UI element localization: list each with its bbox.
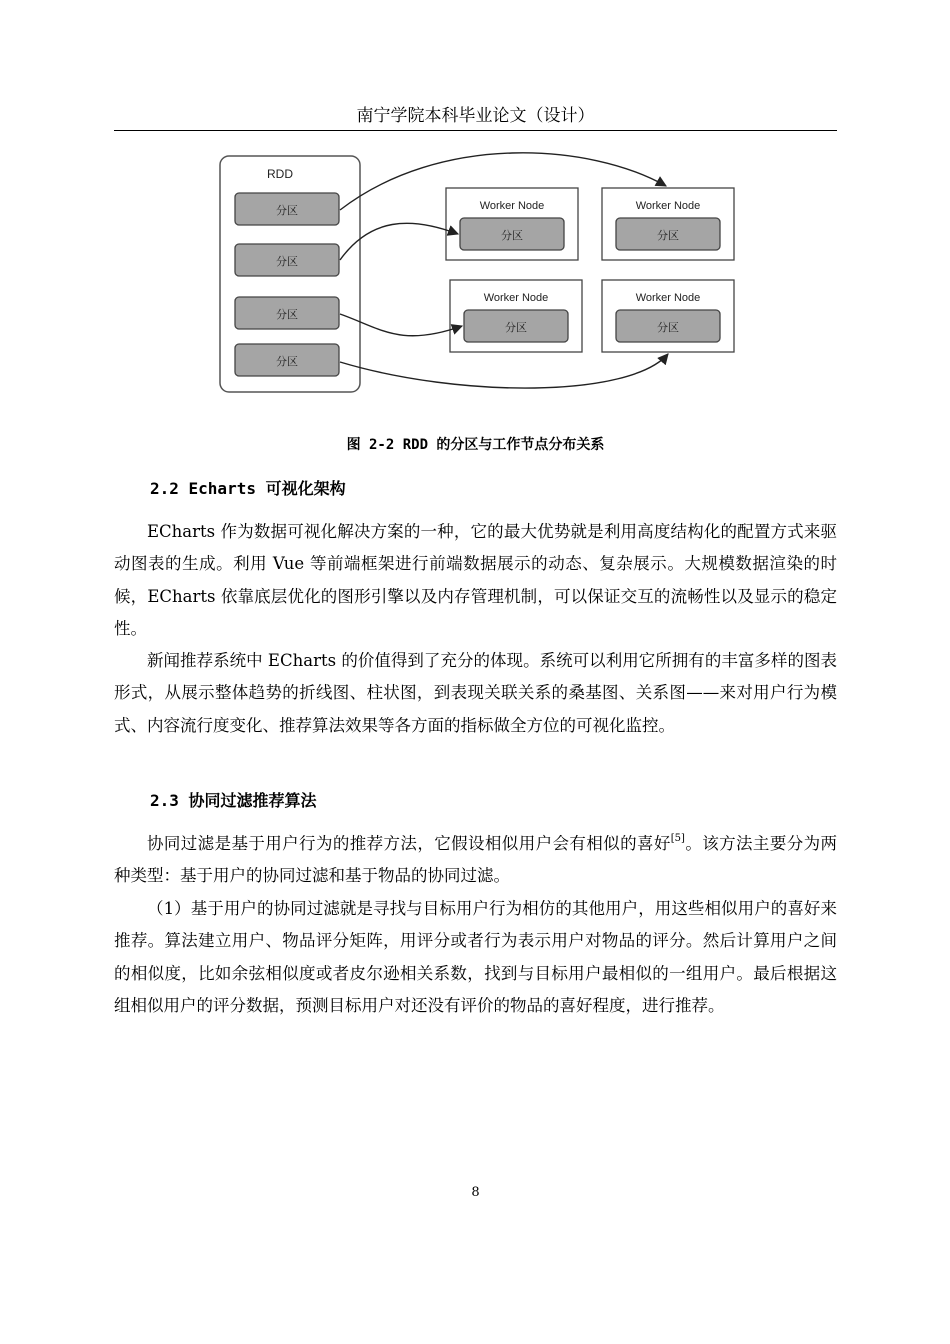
worker-node-3-label: Worker Node (483, 292, 549, 304)
arrow-partition-4-to-node-4 (340, 354, 668, 388)
worker-node-3-partition-label: 分区 (505, 322, 527, 334)
worker-node-2-partition-label: 分区 (657, 230, 679, 242)
rdd-partition-diagram (210, 148, 750, 400)
figure-caption: 图 2-2 RDD 的分区与工作节点分布关系 (346, 437, 605, 453)
paragraph-user-based-cf: （1）基于用户的协同过滤就是寻找与目标用户行为相仿的其他用户，用这些相似用户的喜好来推荐。算法建立用户、物品评分矩阵，用评分或者行为表示用户对物品的评分。然后计算用户之间的相似度，比如余弦相似度或者皮尔逊相关系数，找到与目标用户最相似的一组用户。最后根据这组相似用户的评分数据，预测目标用户对还没有评价的物品的喜好程度，进行推荐。 (114, 899, 837, 1015)
page-number: 8 (471, 1185, 480, 1200)
worker-node-2-label: Worker Node (635, 200, 701, 212)
rdd-partition-4-label: 分区 (276, 356, 298, 368)
paragraph-cf-intro (114, 828, 837, 893)
rdd-partition-1-label: 分区 (276, 205, 298, 217)
paragraph-echarts-intro: ECharts 作为数据可视化解决方案的一种，它的最大优势就是利用高度结构化的配置方式来驱动图表的生成。利用 Vue 等前端框架进行前端数据展示的动态、复杂展示。大规模数据渲染的时候，ECharts 依靠底层优化的图形引擎以及内存管理机制，可以保证交互的流畅性以及显示的稳定性。 (114, 522, 837, 638)
section-heading-2-3: 2.3 协同过滤推荐算法 (150, 791, 317, 810)
paragraph-cf-intro-rest: 。该方法主要分为两种类型：基于用户的协同过滤和基于物品的协同过滤。 (114, 834, 838, 886)
rdd-partition-2-label: 分区 (276, 256, 298, 268)
rdd-label: RDD (267, 167, 293, 181)
diagram-svg (210, 148, 750, 400)
worker-node-4-partition-label: 分区 (657, 322, 679, 334)
worker-node-1-label: Worker Node (479, 200, 545, 212)
section-heading-2-2: 2.2 Echarts 可视化架构 (150, 479, 346, 498)
citation-ref-5[interactable]: [5] (670, 833, 685, 844)
worker-node-1-partition-label: 分区 (501, 230, 523, 242)
worker-node-4-label: Worker Node (635, 292, 701, 304)
paragraph-cf-intro-main: 协同过滤是基于用户行为的推荐方法，它假设相似用户会有相似的喜好 (147, 834, 671, 853)
rdd-partition-3-label: 分区 (276, 309, 298, 321)
page-header: 南宁学院本科毕业论文（设计） (114, 104, 837, 131)
paragraph-echarts-news: 新闻推荐系统中 ECharts 的价值得到了充分的体现。系统可以利用它所拥有的丰富多样的图表形式，从展示整体趋势的折线图、柱状图，到表现关联关系的桑基图、关系图——来对用户行为模式、内容流行度变化、推荐算法效果等各方面的指标做全方位的可视化监控。 (114, 651, 837, 735)
